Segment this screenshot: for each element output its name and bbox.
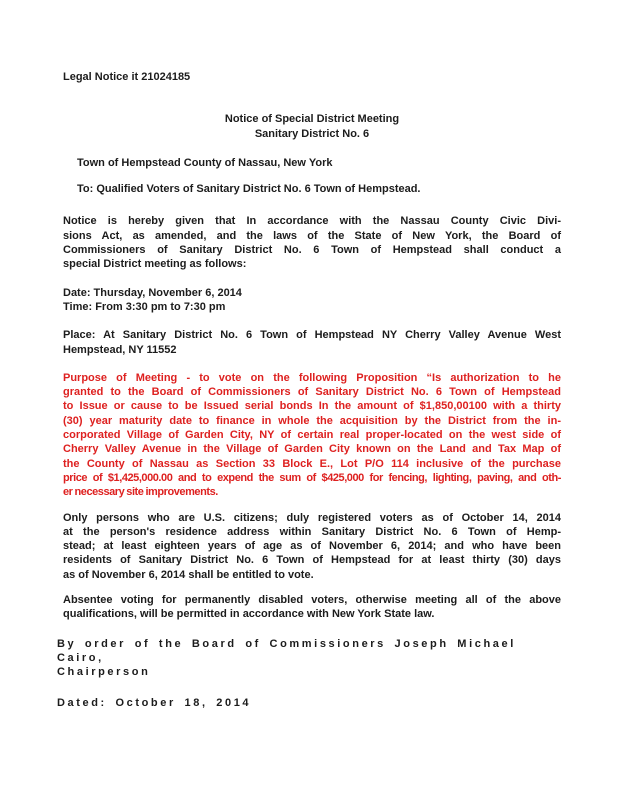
date-line: Date: Thursday, November 6, 2014 bbox=[63, 286, 242, 299]
town-line bbox=[63, 156, 561, 170]
eligibility-line: stead; at least eighteen years of age as of November 6, 2014; and who have been bbox=[63, 540, 561, 553]
absentee-line: qualifications, will be permitted in accordance with New York State law. bbox=[63, 608, 435, 621]
eligibility-line: Only persons who are U.S. citizens; duly registered voters as of October 14, 2014 bbox=[63, 511, 561, 524]
legal-notice-number bbox=[63, 70, 561, 84]
purpose-line: (30) year maturity date to finance in whole the acquisition by the District from the in- bbox=[63, 414, 561, 427]
purpose-line: er necessary site improvements. bbox=[63, 486, 218, 499]
purpose-paragraph bbox=[63, 371, 561, 500]
purpose-line: price of $1,425,000.00 and to expend the sum of $425,000 for fencing, lighting, paving, and oth- bbox=[63, 471, 561, 484]
purpose-line: the County of Nassau as Section 33 Block E., Lot P/O 114 inclusive of the purchase bbox=[63, 457, 561, 470]
title-line-2: Sanitary District No. 6 bbox=[254, 127, 370, 140]
dated-line-text: Dated: October 18, 2014 bbox=[57, 696, 252, 709]
document-title bbox=[63, 112, 561, 141]
schedule-block bbox=[63, 286, 561, 315]
time-line: Time: From 3:30 pm to 7:30 pm bbox=[63, 300, 226, 313]
absentee-line: Absentee voting for permanently disabled voters, otherwise meeting all of the above bbox=[63, 594, 561, 607]
addressee-line bbox=[63, 182, 561, 196]
place-line: Hempstead, NY 11552 bbox=[63, 343, 177, 356]
intro-line: Notice is hereby given that In accordance with the Nassau County Civic Divi- bbox=[63, 215, 561, 228]
eligibility-line: at the person's residence address within Sanitary District No. 6 Town of Hemp- bbox=[63, 525, 561, 538]
dated-block bbox=[57, 696, 561, 710]
intro-line: sions Act, as amended, and the laws of the State of New York, the Board of bbox=[63, 229, 561, 242]
place-line: Place: At Sanitary District No. 6 Town of Hempstead NY Cherry Valley Avenue West bbox=[63, 329, 561, 342]
intro-line: special District meeting as follows: bbox=[63, 258, 247, 271]
legal-notice-number-text: Legal Notice it 21024185 bbox=[63, 71, 191, 83]
title-line-1: Notice of Special District Meeting bbox=[224, 113, 400, 126]
place-paragraph bbox=[63, 328, 561, 357]
purpose-line: to Issue or cause to be Issued serial bonds In the amount of $1,850,00100 with a thirty bbox=[63, 400, 561, 413]
signoff-line: By order of the Board of Commissioners Joseph Michael Cairo, bbox=[57, 637, 516, 664]
intro-paragraph bbox=[63, 214, 561, 271]
absentee-paragraph bbox=[63, 593, 561, 622]
purpose-line: granted to the Board of Commissioners of Sanitary District No. 6 Town of Hempstead bbox=[63, 386, 561, 399]
eligibility-line: as of November 6, 2014 shall be entitled to vote. bbox=[63, 568, 314, 581]
town-line-text: Town of Hempstead County of Nassau, New York bbox=[77, 156, 333, 169]
purpose-line: Cherry Valley Avenue in the Village of Garden City known on the Land and Tax Map of bbox=[63, 443, 561, 456]
signoff-block bbox=[57, 637, 561, 680]
eligibility-line: residents of Sanitary District No. 6 Town of Hempstead for at least thirty (30) days bbox=[63, 554, 561, 567]
addressee-line-text: To: Qualified Voters of Sanitary District No. 6 Town of Hempstead. bbox=[77, 183, 421, 196]
purpose-line: corporated Village of Garden City, NY of certain real proper-located on the west side of bbox=[63, 429, 561, 442]
signoff-line: Chairperson bbox=[57, 666, 151, 679]
intro-line: Commissioners of Sanitary District No. 6 Town of Hempstead shall conduct a bbox=[63, 244, 561, 257]
purpose-line: Purpose of Meeting - to vote on the following Proposition “Is authorization to he bbox=[63, 371, 561, 384]
eligibility-paragraph bbox=[63, 511, 561, 582]
